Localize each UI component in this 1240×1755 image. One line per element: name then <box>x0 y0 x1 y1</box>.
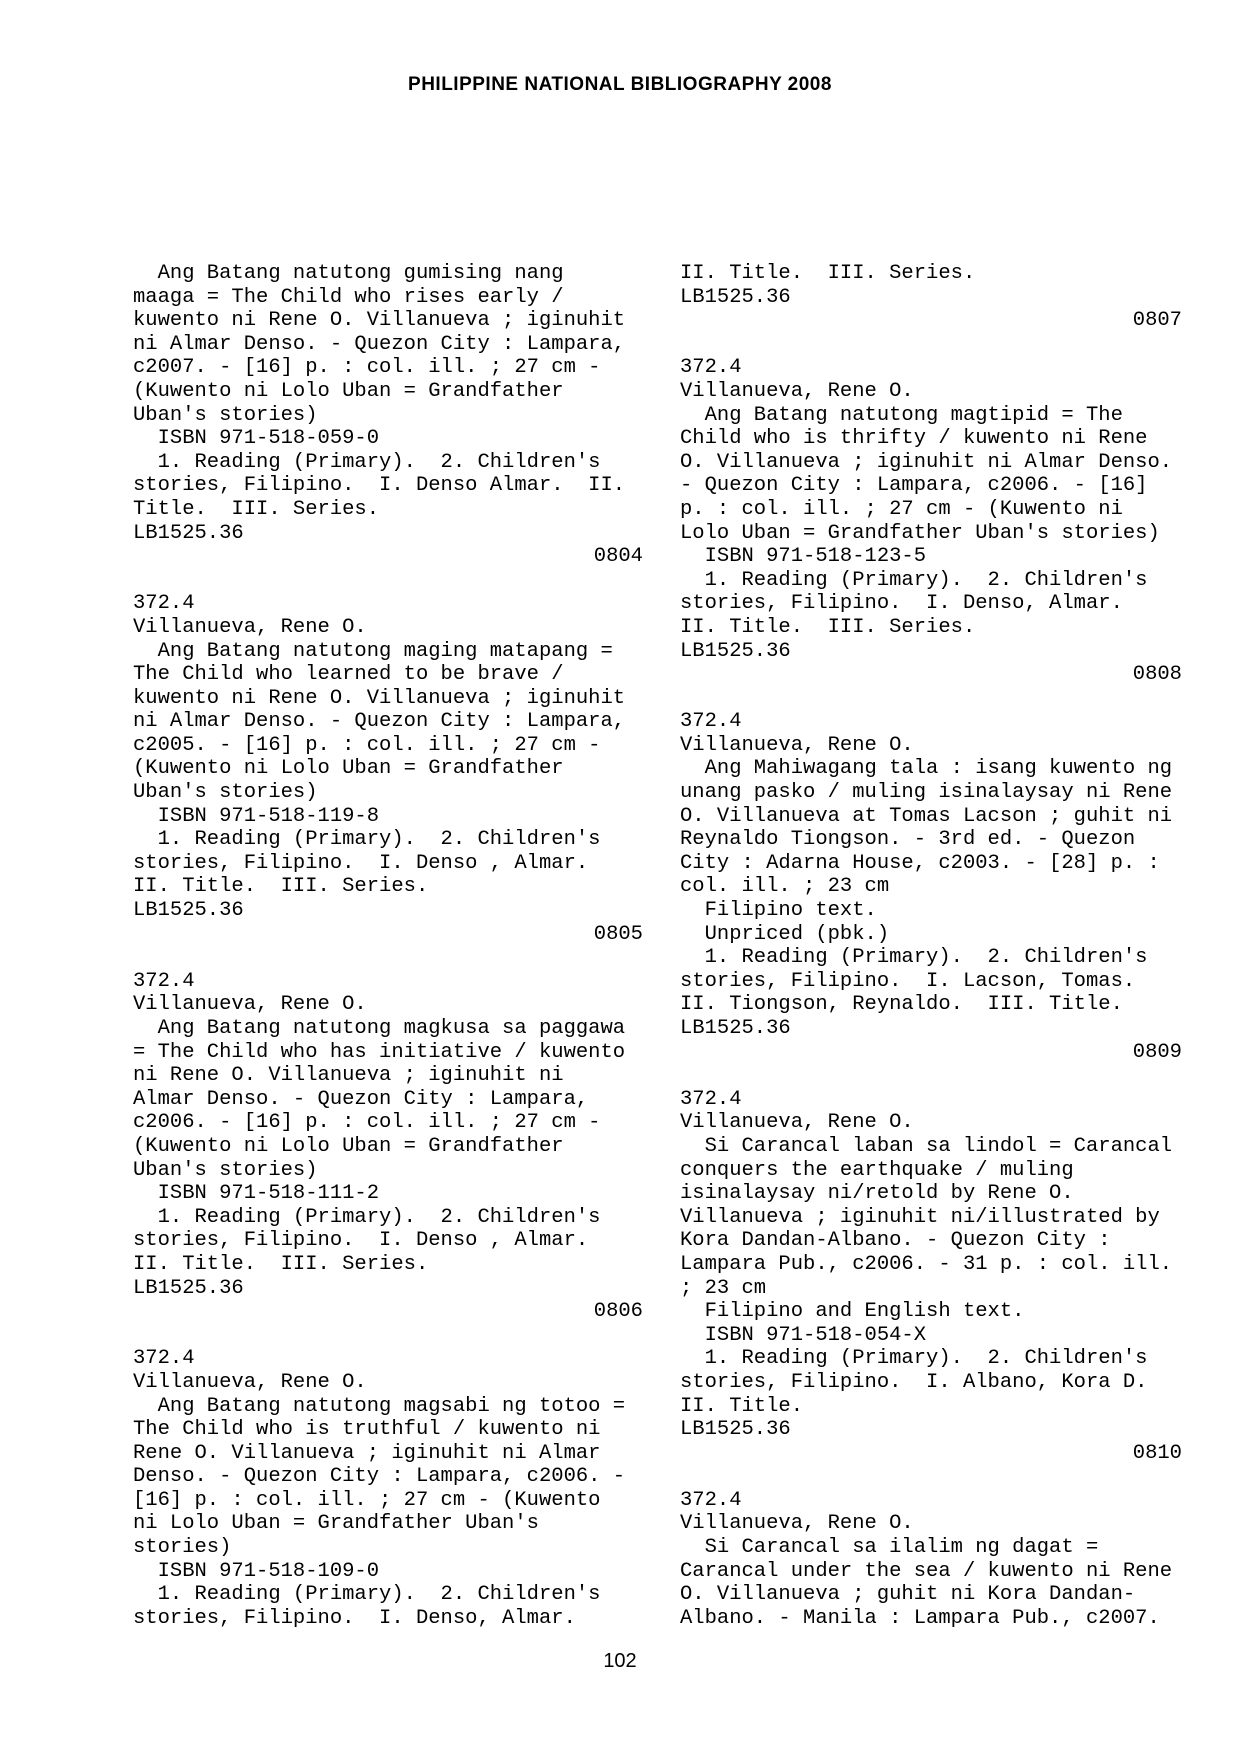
entry-line: The Child who is truthful / kuwento ni <box>133 1418 601 1442</box>
page-header: PHILIPPINE NATIONAL BIBLIOGRAPHY 2008 <box>408 74 832 95</box>
entry-line: O. Villanueva ; guhit ni Kora Dandan- <box>680 1583 1136 1607</box>
entry-line: Albano. - Manila : Lampara Pub., c2007. <box>680 1606 1160 1630</box>
entry-number: 0809 <box>1132 1040 1182 1064</box>
entry-line: ISBN 971-518-123-5 <box>680 545 927 569</box>
entry-line: Carancal under the sea / kuwento ni Rene <box>680 1559 1173 1583</box>
entry-line: II. Title. III. Series. <box>133 1252 429 1276</box>
entry-line: LB1525.36 <box>680 1418 791 1442</box>
entry-line: LB1525.36 <box>680 1017 791 1040</box>
entry-line: Villanueva, Rene O. <box>680 733 914 757</box>
entry-line: 1. Reading (Primary). 2. Children's <box>680 568 1148 592</box>
entry-number: 0804 <box>593 545 643 569</box>
entry-line: 372.4 <box>133 1347 195 1371</box>
entry-line: Uban's stories) <box>133 1158 318 1182</box>
entry-line: Unpriced (pbk.) <box>680 922 890 946</box>
entry-line: Villanueva, Rene O. <box>680 1512 914 1536</box>
entry-line: O. Villanueva at Tomas Lacson ; guhit ni <box>680 804 1173 828</box>
entry-line: isinalaysay ni/retold by Rene O. <box>680 1182 1074 1206</box>
entry-line: 372.4 <box>680 356 742 380</box>
entry-line: Ang Mahiwagang tala : isang kuwento ng <box>680 757 1173 781</box>
page-number: 102 <box>603 1650 637 1672</box>
entry-line: Lolo Uban = Grandfather Uban's stories) <box>680 521 1160 545</box>
entry-line: 1. Reading (Primary). 2. Children's <box>680 1347 1148 1371</box>
entry-line: unang pasko / muling isinalaysay ni Rene <box>680 781 1173 805</box>
entry-line: ISBN 971-518-109-0 <box>133 1559 380 1583</box>
entry-line: ni Almar Denso. - Quezon City : Lampara, <box>133 332 626 356</box>
entry-number: 0810 <box>1132 1441 1182 1465</box>
entry-line: LB1525.36 <box>680 285 791 309</box>
entry-line: (Kuwento ni Lolo Uban = Grandfather <box>133 757 564 781</box>
entry-line: ni Lolo Uban = Grandfather Uban's <box>133 1512 539 1536</box>
entry-line: stories, Filipino. I. Denso , Almar. <box>133 851 589 875</box>
entry-line: Ang Batang natutong magsabi ng totoo = <box>133 1394 626 1418</box>
entry-line: 372.4 <box>133 969 195 993</box>
entry-line: Villanueva, Rene O. <box>680 379 914 403</box>
entry-line: Si Carancal laban sa lindol = Carancal <box>680 1134 1173 1158</box>
entry-line: (Kuwento ni Lolo Uban = Grandfather <box>133 379 564 403</box>
entry-line: stories, Filipino. I. Albano, Kora D. <box>680 1370 1148 1394</box>
entry-line: ISBN 971-518-054-X <box>680 1323 927 1347</box>
entry-line: conquers the earthquake / muling <box>680 1158 1074 1182</box>
entry-line: Ang Batang natutong maging matapang = <box>133 639 613 663</box>
entry-line: City : Adarna House, c2003. - [28] p. : <box>680 851 1160 875</box>
entry-line: II. Title. <box>680 1394 804 1418</box>
entry-line: 1. Reading (Primary). 2. Children's <box>133 450 601 474</box>
entry-line: The Child who learned to be brave / <box>133 663 564 687</box>
blank-line <box>680 333 1182 357</box>
entry-line: kuwento ni Rene O. Villanueva ; iginuhit <box>133 686 626 710</box>
entry-line: stories, Filipino. I. Denso, Almar. <box>133 1606 576 1630</box>
entry-line: ni Almar Denso. - Quezon City : Lampara, <box>133 710 626 734</box>
entry-line: Ang Batang natutong magtipid = The <box>680 403 1123 427</box>
entry-line: Ang Batang natutong magkusa sa paggawa <box>133 1017 626 1040</box>
entry-line: Lampara Pub., c2006. - 31 p. : col. ill. <box>680 1252 1173 1276</box>
blank-line <box>133 946 643 970</box>
entry-line: c2007. - [16] p. : col. ill. ; 27 cm - <box>133 356 601 380</box>
entry-line: kuwento ni Rene O. Villanueva ; iginuhit <box>133 309 626 333</box>
entry-line: Uban's stories) <box>133 403 318 427</box>
entry-line: stories, Filipino. I. Lacson, Tomas. <box>680 969 1136 993</box>
entry-line: c2006. - [16] p. : col. ill. ; 27 cm - <box>133 1111 601 1135</box>
entry-line: II. Title. III. Series. <box>680 615 976 639</box>
entry-line: Almar Denso. - Quezon City : Lampara, <box>133 1087 589 1111</box>
entry-line: LB1525.36 <box>133 1276 244 1300</box>
entry-line: maaga = The Child who rises early / <box>133 285 564 309</box>
entry-line: Denso. - Quezon City : Lampara, c2006. - <box>133 1465 626 1489</box>
entry-line: ni Rene O. Villanueva ; iginuhit ni <box>133 1064 564 1088</box>
entry-line: stories, Filipino. I. Denso , Almar. <box>133 1229 589 1253</box>
entry-line: Filipino text. <box>680 899 877 923</box>
blank-line <box>680 1465 1182 1489</box>
entry-line: Villanueva, Rene O. <box>133 1370 367 1394</box>
entry-line: Villanueva, Rene O. <box>133 615 367 639</box>
entry-number: 0807 <box>1132 309 1182 333</box>
entry-line: Villanueva ; iginuhit ni/illustrated by <box>680 1205 1160 1229</box>
entry-line: stories, Filipino. I. Denso, Almar. <box>680 592 1123 616</box>
blank-line <box>680 1064 1182 1088</box>
entry-line: Reynaldo Tiongson. - 3rd ed. - Quezon <box>680 828 1136 852</box>
entry-line: ISBN 971-518-119-8 <box>133 804 380 828</box>
entry-line: = The Child who has initiative / kuwento <box>133 1040 626 1064</box>
entry-line: O. Villanueva ; iginuhit ni Almar Denso. <box>680 450 1173 474</box>
entry-number: 0808 <box>1132 663 1182 687</box>
blank-line <box>680 687 1182 711</box>
blank-line <box>133 1324 643 1348</box>
entry-line: stories, Filipino. I. Denso Almar. II. <box>133 474 626 498</box>
entry-line: II. Title. III. Series. <box>133 875 429 899</box>
entry-line: Filipino and English text. <box>680 1300 1025 1324</box>
entry-line: 1. Reading (Primary). 2. Children's <box>680 946 1148 970</box>
entry-line: Rene O. Villanueva ; iginuhit ni Almar <box>133 1441 601 1465</box>
entry-line: II. Tiongson, Reynaldo. III. Title. <box>680 993 1123 1017</box>
left-column <box>133 262 643 1630</box>
entry-line: 372.4 <box>680 1488 742 1512</box>
entry-line: col. ill. ; 23 cm <box>680 875 890 899</box>
entry-line: Title. III. Series. <box>133 497 380 521</box>
entry-line: 372.4 <box>680 1087 742 1111</box>
entry-line: II. Title. III. Series. <box>680 262 976 285</box>
right-column <box>680 262 1182 1630</box>
entry-line: LB1525.36 <box>133 521 244 545</box>
entry-line: 372.4 <box>133 592 195 616</box>
entry-line: ISBN 971-518-059-0 <box>133 427 380 451</box>
blank-line <box>133 569 643 593</box>
entry-line: c2005. - [16] p. : col. ill. ; 27 cm - <box>133 733 601 757</box>
entry-line: p. : col. ill. ; 27 cm - (Kuwento ni <box>680 497 1123 521</box>
entry-line: ISBN 971-518-111-2 <box>133 1182 380 1206</box>
entry-line: stories) <box>133 1536 232 1560</box>
entry-line: Villanueva, Rene O. <box>680 1111 914 1135</box>
entry-line: - Quezon City : Lampara, c2006. - [16] <box>680 474 1148 498</box>
entry-line: Uban's stories) <box>133 781 318 805</box>
entry-line: Villanueva, Rene O. <box>133 993 367 1017</box>
entry-line: ; 23 cm <box>680 1276 767 1300</box>
entry-line: Kora Dandan-Albano. - Quezon City : <box>680 1229 1111 1253</box>
entry-line: 1. Reading (Primary). 2. Children's <box>133 828 601 852</box>
entry-line: LB1525.36 <box>133 899 244 923</box>
entry-line: Si Carancal sa ilalim ng dagat = <box>680 1536 1099 1560</box>
entry-line: [16] p. : col. ill. ; 27 cm - (Kuwento <box>133 1488 601 1512</box>
entry-line: 1. Reading (Primary). 2. Children's <box>133 1583 601 1607</box>
entry-line: (Kuwento ni Lolo Uban = Grandfather <box>133 1134 564 1158</box>
entry-line: Child who is thrifty / kuwento ni Rene <box>680 427 1148 451</box>
entry-number: 0806 <box>593 1300 643 1324</box>
entry-line: Ang Batang natutong gumising nang <box>133 262 564 285</box>
entry-line: LB1525.36 <box>680 639 791 663</box>
entry-number: 0805 <box>593 922 643 946</box>
entry-line: 1. Reading (Primary). 2. Children's <box>133 1205 601 1229</box>
entry-line: 372.4 <box>680 710 742 734</box>
